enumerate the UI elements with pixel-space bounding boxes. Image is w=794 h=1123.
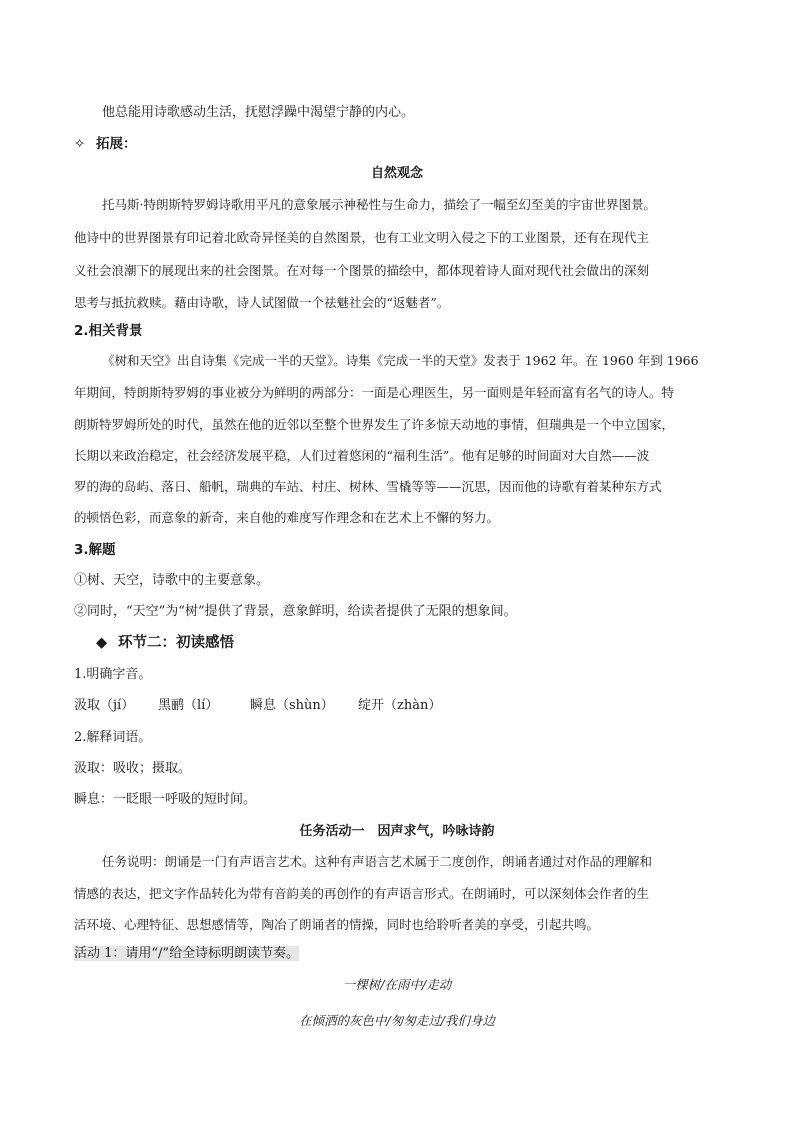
nature-paragraph-line: 思考与抵抗救赎。藉由诗歌，诗人试图做一个祛魅社会的“返魅者”。 — [74, 295, 450, 310]
nature-paragraph-line: 托马斯·特朗斯特罗姆诗歌用平凡的意象展示神秘性与生命力，描绘了一幅至幻至美的宇宙世界图景。 — [102, 197, 656, 212]
background-paragraph-line: 长期以来政治稳定，社会经济发展平稳，人们过着悠闲的“福利生活”。他有足够的时间面对大自然——波 — [74, 448, 650, 463]
pronunciation-item: 绽开（zhàn） — [358, 698, 442, 713]
sparkle-icon: ✧ — [74, 136, 86, 152]
diamond-icon: ◆ — [96, 635, 108, 651]
activity-one-text: 活动 1：请用“/”给全诗标明朗读节奏。 — [74, 946, 300, 961]
pronunciation-item: 黑鹂（lí） — [158, 698, 219, 713]
task-paragraph-line: 情感的表达，把文字作品转化为带有音韵美的再创作的有声语言形式。在朗诵时，可以深刻体会作者的生 — [74, 886, 650, 901]
background-paragraph-line: 罗的海的岛屿、落日、船帆，瑞典的车站、村庄、树林、雪橇等等——沉思，因而他的诗歌有着某种东方式 — [74, 479, 662, 494]
task-paragraph-line: 任务说明：朗诵是一门有声语言艺术。这种有声语言艺术属于二度创作，朗诵者通过对作品的理解和 — [102, 854, 653, 869]
intro-end-text: 他总能用诗歌感动生活，抚慰浮躁中渴望宁静的内心。 — [102, 105, 415, 120]
pronunciation-item: 汲取（jí） — [74, 698, 135, 713]
task-paragraph-line: 活环境、心理特征、思想感情等，陶冶了朗诵者的情操，同时也给聆听者美的享受，引起共鸣。 — [74, 917, 600, 932]
pronunciation-heading: 1.明确字音。 — [74, 667, 152, 682]
section-two-label: 环节二：初读感悟 — [118, 635, 234, 651]
background-paragraph-line: 年期间，特朗斯特罗姆的事业被分为鲜明的两部分：一面是心理医生，另一面则是年轻而富有名气的诗人。特 — [74, 385, 675, 400]
section-two-heading — [96, 634, 234, 652]
nature-title: 自然观念 — [370, 166, 423, 181]
poem-line: 在倾洒的灰色中/匆匆走过/我们身边 — [299, 1013, 495, 1028]
vocabulary-item: 瞬息：一眨眼一呼吸的短时间。 — [74, 792, 257, 807]
background-paragraph-line: 朗斯特罗姆所处的时代，虽然在他的近邻以至整个世界发生了许多惊天动地的事情，但瑞典是一个中立国家， — [74, 417, 675, 432]
background-paragraph-line: 《树和天空》出自诗集《完成一半的天堂》。诗集《完成一半的天堂》发表于 1962 年。在 1960 年到 1966 — [102, 353, 699, 368]
background-heading: 2.相关背景 — [74, 323, 143, 339]
title-explanation-item: ①树、天空，诗歌中的主要意象。 — [74, 573, 270, 588]
poem-line: 一棵树/在雨中/走动 — [342, 977, 452, 992]
title-explanation-heading: 3.解题 — [74, 542, 116, 558]
nature-paragraph-line: 义社会浪潮下的展现出来的社会图景。在对每一个图景的描绘中，都体现着诗人面对现代社会做出的深刻 — [74, 263, 650, 278]
expand-label: 拓展： — [96, 136, 137, 152]
pronunciation-item: 瞬息（shùn） — [250, 698, 334, 713]
background-paragraph-line: 的顿悟色彩，而意象的新奇，来自他的难度写作理念和在艺术上不懈的努力。 — [74, 510, 500, 525]
title-explanation-item: ②同时，“天空”为“树”提供了背景，意象鲜明，给读者提供了无限的想象间。 — [74, 604, 517, 619]
nature-paragraph-line: 他诗中的世界图景有印记着北欧奇异怪美的自然图景，也有工业文明入侵之下的工业图景，还有在现代主 — [74, 230, 650, 245]
expand-heading — [74, 135, 137, 153]
activity-one-instruction — [74, 945, 299, 963]
vocabulary-heading: 2.解释词语。 — [74, 730, 152, 745]
task-title: 任务活动一 因声求气，吟咏诗韵 — [299, 824, 495, 839]
vocabulary-item: 汲取：吸收；摄取。 — [74, 761, 192, 776]
